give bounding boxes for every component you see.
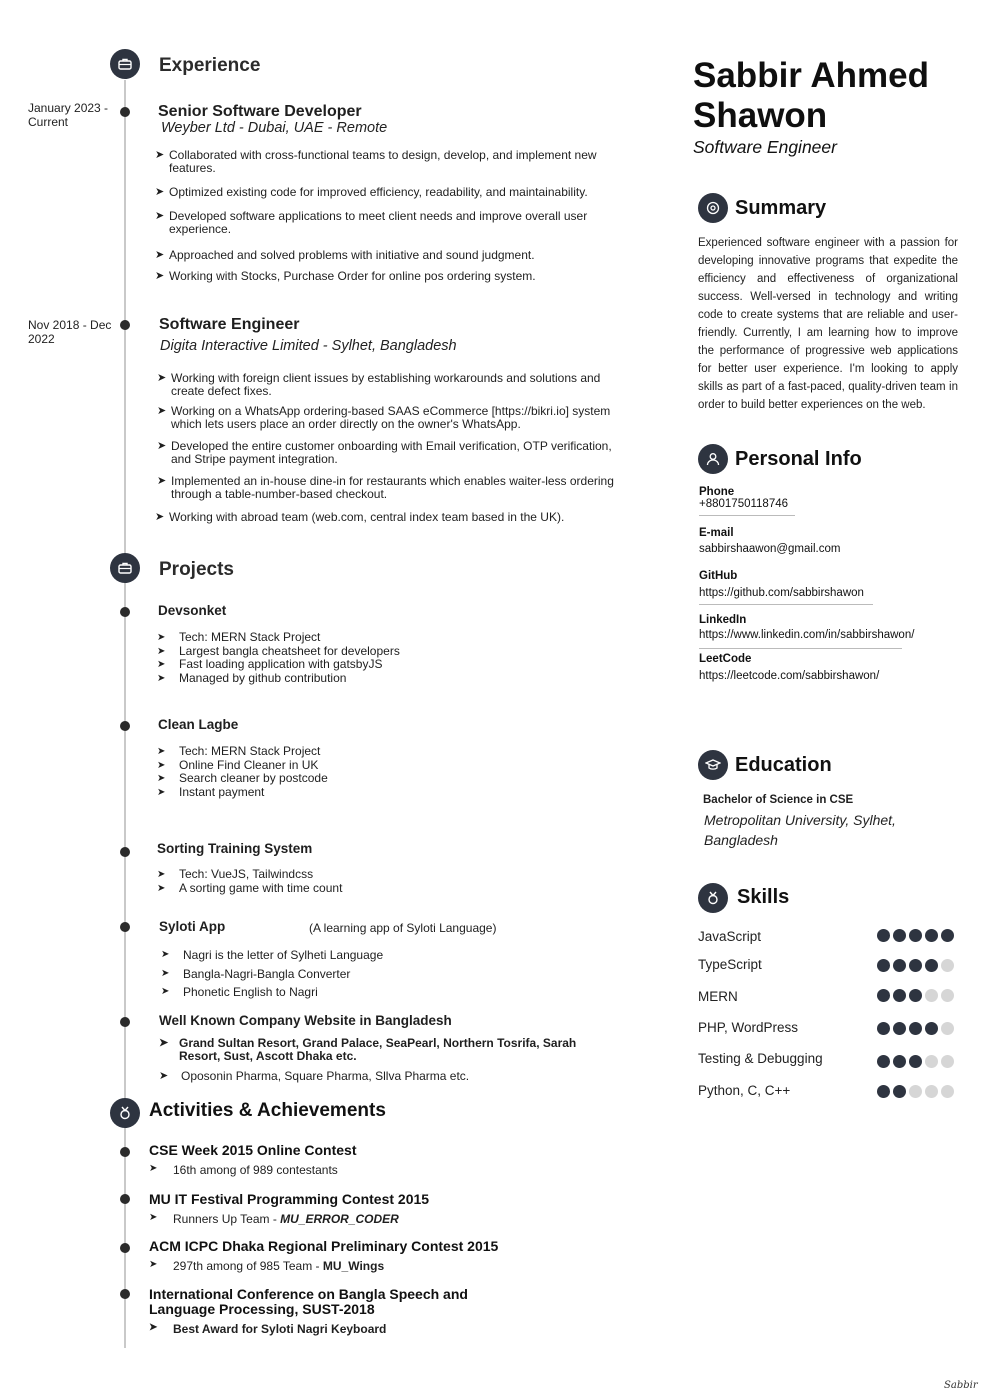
- activity-title: ACM ICPC Dhaka Regional Preliminary Contest 2015: [149, 1238, 499, 1254]
- job-date: January 2023 - Current: [28, 101, 109, 129]
- section-title-education: Education: [735, 754, 832, 776]
- skill-dot: [877, 989, 890, 1002]
- skill-rating: [877, 929, 954, 942]
- linkedin-link[interactable]: https://www.linkedin.com/in/sabbirshawon/: [699, 629, 915, 641]
- skill-name: JavaScript: [698, 929, 762, 944]
- job-bullet: ➤ Implemented an in-house dine-in for restaurants which enables waiter-less ordering through a table-number-based checkout.: [157, 474, 614, 501]
- project-item: ➤ Tech: VueJS, Tailwindcss: [157, 868, 342, 882]
- job-bullet: ➤ Working with Stocks, Purchase Order for online pos ordering system.: [155, 269, 536, 283]
- timeline-dot: [120, 1243, 130, 1253]
- skill-dot: [941, 959, 954, 972]
- activity-detail: ➤ Runners Up Team - MU_ERROR_CODER: [149, 1212, 399, 1226]
- project-title: Devsonket: [158, 603, 227, 618]
- skill-rating: [877, 1022, 954, 1035]
- job-bullet: ➤ Working with foreign client issues by establishing workarounds and solutions and create defect fixes.: [157, 371, 601, 398]
- activity-title: CSE Week 2015 Online Contest: [149, 1142, 357, 1158]
- job-title: Senior Software Developer: [158, 103, 362, 120]
- timeline-dot: [120, 1194, 130, 1204]
- job-bullet: ➤ Working with abroad team (web.com, central index team based in the UK).: [155, 510, 565, 524]
- job-bullet: ➤ Optimized existing code for improved efficiency, readability, and maintainability.: [155, 185, 588, 199]
- project-items: [161, 946, 383, 1002]
- briefcase-icon: [110, 553, 140, 583]
- section-title-summary: Summary: [735, 197, 827, 219]
- project-item: ➤ Online Find Cleaner in UK: [157, 759, 328, 773]
- project-item: ➤ Bangla-Nagri-Bangla Converter: [161, 965, 383, 984]
- skill-dot: [925, 1022, 938, 1035]
- skill-name: TypeScript: [698, 957, 762, 972]
- job-bullet: ➤ Working on a WhatsApp ordering-based SAAS eCommerce [https://bikri.io] system which lets users place an order directly on the owner's WhatsApp.: [157, 404, 611, 431]
- skill-rating: [877, 1055, 954, 1068]
- project-title: Well Known Company Website in Bangladesh: [159, 1013, 452, 1028]
- divider: [699, 604, 873, 605]
- job-company: Digita Interactive Limited - Sylhet, Bangladesh: [160, 338, 457, 354]
- skill-dot: [941, 1085, 954, 1098]
- timeline-dot: [120, 721, 130, 731]
- timeline-line: [124, 80, 126, 1348]
- job-date: Nov 2018 - Dec 2022: [28, 318, 112, 346]
- project-items: [157, 868, 342, 895]
- skill-dot: [877, 929, 890, 942]
- section-title-projects: Projects: [159, 559, 234, 580]
- section-title-activities: Activities & Achievements: [149, 1100, 386, 1121]
- email-value[interactable]: sabbirshaawon@gmail.com: [699, 543, 841, 555]
- skill-dot: [893, 1022, 906, 1035]
- skill-dot: [909, 959, 922, 972]
- activity-detail: ➤ 16th among of 989 contestants: [149, 1163, 338, 1177]
- project-item: ➤ Tech: MERN Stack Project: [157, 631, 400, 645]
- skill-dot: [909, 989, 922, 1002]
- project-item: ➤ Grand Sultan Resort, Grand Palace, SeaPearl, Northern Tosrifa, Sarah Resort, Sust, Ascott Dhaka etc.: [159, 1036, 577, 1063]
- target-icon: [698, 193, 728, 223]
- activity-title: International Conference on Bangla Speech and Language Processing, SUST-2018: [149, 1286, 468, 1317]
- skill-dot: [877, 1022, 890, 1035]
- project-item: ➤ Managed by github contribution: [157, 672, 400, 686]
- timeline-dot: [120, 1017, 130, 1027]
- project-title: Syloti App: [159, 919, 226, 934]
- summary-text: Experienced software engineer with a passion for developing innovative programs that expedite the efficiency and effectiveness of organizational success. Well-versed in technology and writing code to create systems that are reliable and user-friendly. Currently, I am learning how to improve the performance of progressive web applications for better user experience. I'm looking to apply skills as part of a fast-paced, quality-driven team in order to build better experiences on the web.: [698, 237, 958, 411]
- divider: [699, 515, 795, 516]
- skill-dot: [893, 1055, 906, 1068]
- project-item: ➤ Fast loading application with gatsbyJS: [157, 658, 400, 672]
- skill-dot: [941, 929, 954, 942]
- project-items: [157, 745, 328, 799]
- job-bullet: ➤ Developed software applications to meet client needs and improve overall user experience.: [155, 209, 588, 236]
- project-item: ➤ Largest bangla cheatsheet for developers: [157, 645, 400, 659]
- skill-dot: [893, 959, 906, 972]
- skill-rating: [877, 959, 954, 972]
- leetcode-link[interactable]: https://leetcode.com/sabbirshawon/: [699, 670, 880, 682]
- job-bullet: ➤ Collaborated with cross-functional teams to design, develop, and implement new features.: [155, 148, 597, 175]
- skill-dot: [909, 1055, 922, 1068]
- activity-title: MU IT Festival Programming Contest 2015: [149, 1191, 430, 1207]
- skill-dot: [909, 1085, 922, 1098]
- project-item: ➤ Tech: MERN Stack Project: [157, 745, 328, 759]
- project-item: ➤ Instant payment: [157, 786, 328, 800]
- project-item: ➤ A sorting game with time count: [157, 882, 342, 896]
- skill-dot: [909, 929, 922, 942]
- job-bullet: ➤ Developed the entire customer onboarding with Email verification, OTP verification, and Stripe payment integration.: [157, 439, 612, 466]
- phone-label: Phone: [699, 486, 735, 498]
- project-item: ➤ Search cleaner by postcode: [157, 772, 328, 786]
- graduation-cap-icon: [698, 750, 728, 780]
- skill-dot: [941, 1022, 954, 1035]
- phone-value: +8801750118746: [699, 498, 789, 510]
- signature: Sabbir: [944, 1380, 978, 1391]
- profile-title: Software Engineer: [693, 137, 837, 157]
- job-company: Weyber Ltd - Dubai, UAE - Remote: [161, 120, 388, 136]
- leetcode-label: LeetCode: [699, 653, 752, 665]
- profile-name: Sabbir Ahmed Shawon: [693, 56, 929, 135]
- skill-name: Testing & Debugging: [698, 1051, 823, 1066]
- briefcase-icon: [110, 49, 140, 79]
- skill-dot: [877, 959, 890, 972]
- timeline-dot: [120, 1289, 130, 1299]
- section-title-personal-info: Personal Info: [735, 448, 862, 470]
- skill-dot: [909, 1022, 922, 1035]
- timeline-dot: [120, 607, 130, 617]
- skill-dot: [893, 929, 906, 942]
- user-icon: [698, 444, 728, 474]
- timeline-dot: [120, 1147, 130, 1157]
- skill-dot: [941, 989, 954, 1002]
- skill-dot: [925, 959, 938, 972]
- job-bullet: ➤ Approached and solved problems with initiative and sound judgment.: [155, 248, 535, 262]
- skill-dot: [925, 929, 938, 942]
- project-subtitle: (A learning app of Syloti Language): [309, 921, 497, 935]
- skill-rating: [877, 989, 954, 1002]
- timeline-dot: [120, 320, 130, 330]
- project-items: [157, 631, 400, 685]
- activity-detail: ➤ 297th among of 985 Team - MU_Wings: [149, 1259, 384, 1273]
- skill-dot: [893, 989, 906, 1002]
- email-label: E-mail: [699, 527, 734, 539]
- education-school: Metropolitan University, Sylhet, Bangladesh: [704, 812, 896, 848]
- skill-dot: [877, 1085, 890, 1098]
- education-degree: Bachelor of Science in CSE: [703, 794, 854, 806]
- timeline-dot: [120, 922, 130, 932]
- timeline-dot: [120, 847, 130, 857]
- skill-name: Python, C, C++: [698, 1083, 791, 1098]
- project-item: ➤ Oposonin Pharma, Square Pharma, Sllva Pharma etc.: [159, 1069, 470, 1083]
- section-title-skills: Skills: [737, 886, 790, 908]
- project-title: Clean Lagbe: [158, 717, 239, 732]
- project-title: Sorting Training System: [157, 841, 313, 856]
- skill-name: PHP, WordPress: [698, 1020, 799, 1035]
- skill-dot: [893, 1085, 906, 1098]
- medal-icon: [110, 1098, 140, 1128]
- skill-dot: [877, 1055, 890, 1068]
- skill-dot: [925, 1085, 938, 1098]
- timeline-dot: [120, 107, 130, 117]
- divider: [699, 648, 902, 649]
- skill-name: MERN: [698, 989, 738, 1004]
- skill-dot: [925, 1055, 938, 1068]
- section-title-experience: Experience: [159, 55, 261, 76]
- github-link[interactable]: https://github.com/sabbirshawon: [699, 587, 864, 599]
- medal-icon: [698, 883, 728, 913]
- activity-detail: ➤ Best Award for Syloti Nagri Keyboard: [149, 1322, 386, 1336]
- linkedin-label: LinkedIn: [699, 614, 747, 626]
- project-item: ➤ Nagri is the letter of Sylheti Language: [161, 946, 383, 965]
- github-label: GitHub: [699, 570, 738, 582]
- skill-dot: [941, 1055, 954, 1068]
- skill-dot: [925, 989, 938, 1002]
- project-item: ➤ Phonetic English to Nagri: [161, 983, 383, 1002]
- job-title: Software Engineer: [159, 316, 300, 333]
- skill-rating: [877, 1085, 954, 1098]
